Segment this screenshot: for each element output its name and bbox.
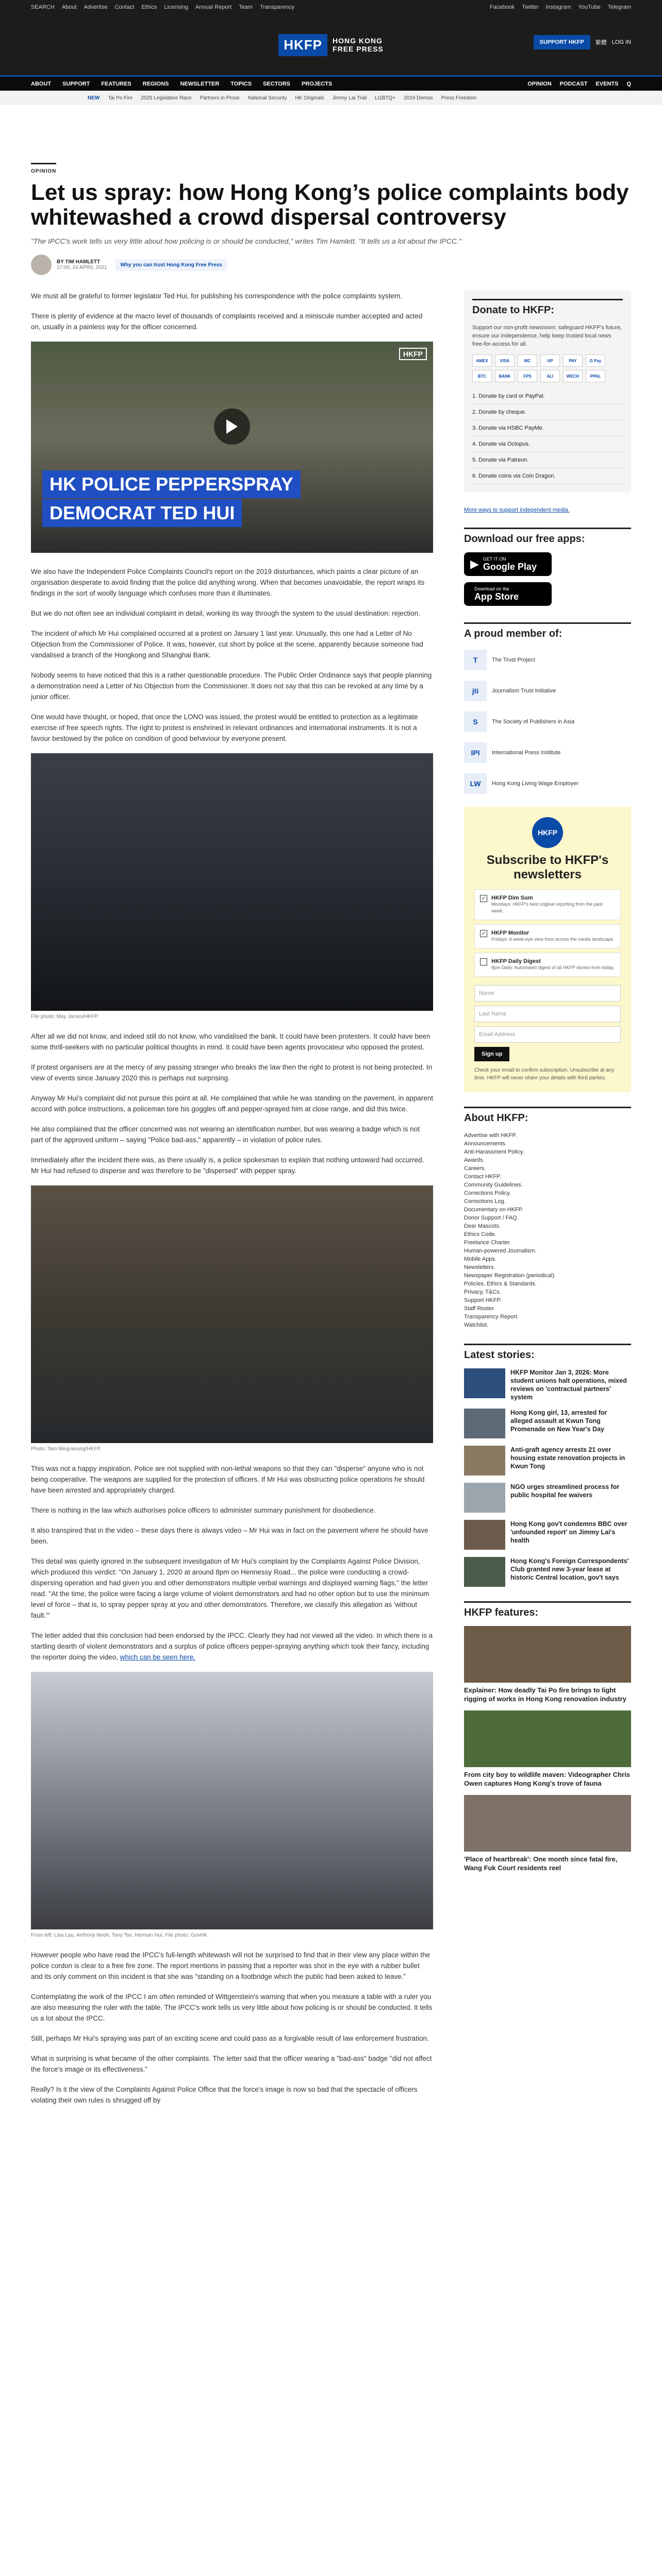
feature-story[interactable] (464, 1710, 631, 1788)
newsletter-title: Subscribe to HKFP's newsletters (486, 853, 609, 882)
about-title: About HKFP: (464, 1107, 631, 1124)
google-play-small: GET IT ON (483, 556, 506, 562)
about-link[interactable]: Dear Mascots. (464, 1223, 501, 1229)
feature-headline[interactable]: Explainer: How deadly Tai Po fire brings to light rigging of works in Hong Kong renovation industry (464, 1686, 626, 1703)
about-link[interactable]: Support HKFP. (464, 1297, 502, 1303)
latest-story[interactable] (464, 1483, 631, 1513)
photo-ipcc-officials (31, 1672, 433, 1929)
story-thumbnail (464, 1409, 505, 1438)
payment-icon: VISA (495, 354, 515, 367)
email-input[interactable]: Email Address (474, 1026, 621, 1043)
paragraph: This was not a happy inspiration. Police are not supplied with non-lethal weapons so that they can "disperse" anyone who is not being cooperative. The weapons are supplied for the protection of officers. If Mr Hui was obstructing police operations he should have been arrested and appropriately charged. (31, 1465, 425, 1494)
payment-methods (472, 354, 623, 382)
story-headline[interactable]: HKFP Monitor Jan 3, 2026: More student unions halt operations, mixed reviews on 'contractual partners' system (510, 1369, 627, 1401)
donate-box (464, 291, 631, 493)
nav-projects[interactable]: PROJECTS (302, 80, 333, 87)
about-link[interactable]: Staff Roster. (464, 1306, 495, 1312)
paragraph: However people who have read the IPCC's full-length whitewash will not be surprised to find that in their view any place within the police cordon is clear to a free fire zone. The report mentions in passing that a reporter was shot in the eye with a rubber bullet and its only comment on this incident is that she was "standing on a footbridge which the public had been asked to leave." (31, 1951, 430, 1980)
tag-item[interactable]: Tai Po Fire (108, 95, 133, 101)
about-link[interactable]: Careers. (464, 1165, 486, 1172)
paragraph: He also complained that the officer concerned was not wearing an identification number, but was wearing a badge which is not part of the approved uniform – saying "Police bad-ass," apparently – in violation of police rules. (31, 1125, 420, 1144)
donate-title: Donate to HKFP: (472, 299, 623, 316)
payment-icon: ALI (540, 370, 560, 382)
paragraph: We also have the Independent Police Complaints Council's report on the 2019 disturbances, which paints a clear picture of an organisation desperate to avoid finding that the police did anything wrong. When that becomes unavoidable, the report wraps its findings in the sort of woolly language which confuses more than it illuminates. (31, 568, 425, 597)
nav-opinion[interactable]: OPINION (527, 80, 552, 87)
trust-project-logo: T (464, 650, 487, 670)
article-date: 17:00, 24 APRIL 2021 (57, 265, 107, 270)
payment-icon: WECH (563, 370, 583, 382)
paragraph: One would have thought, or hoped, that once the LONO was issued, the protest would be entitled to protection as a legitimate exercise of free speech rights. The right to protest is enshrined in relevant ordinances and international instruments. It is not a favour bestowed by the police on condition of good behaviour by everyone present. (31, 713, 418, 742)
topbar-about[interactable]: About (61, 4, 77, 10)
about-link[interactable]: Watchlist. (464, 1322, 489, 1328)
feature-headline[interactable]: From city boy to wildlife maven: Videographer Chris Owen captures Hong Kong's trove of fauna (464, 1771, 630, 1787)
telegram-icon[interactable]: Telegram (607, 4, 631, 10)
about-link[interactable]: Human-powered Journalism. (464, 1248, 537, 1254)
photo-caption: From left: Lisa Lau, Anthony Neoh, Tony Tse, Herman Hui. File photo: GovHK. (31, 1933, 209, 1938)
paragraph: Anyway Mr Hui's complaint did not pursue this point at all. He complained that while he was standing on the pavement, in apparent accord with police instructions, a policeman tore his goggles off and pepper-sprayed him at close range, and did this twice. (31, 1094, 434, 1113)
google-play-label: Google Play (483, 561, 537, 572)
latest-title: Latest stories: (464, 1344, 631, 1361)
play-icon (226, 419, 238, 434)
feature-image (464, 1626, 631, 1683)
youtube-icon[interactable]: YouTube (578, 4, 601, 10)
name-input[interactable]: Name (474, 985, 621, 1002)
features-title: HKFP features: (464, 1601, 631, 1619)
paragraph: There is plenty of evidence at the macro level of thousands of complaints received and a miniscule number accepted and acted on, usually in a painless way for the officer concerned. (31, 312, 423, 331)
last-name-input[interactable]: Last Name (474, 1006, 621, 1022)
trending-tags (0, 91, 662, 105)
checkbox-checked-icon[interactable]: ✓ (480, 930, 487, 937)
story-headline[interactable]: Hong Kong's Foreign Correspondents' Club granted new 3-year lease at historic Central location, gov't says (510, 1557, 629, 1581)
nav-podcast[interactable]: PODCAST (559, 80, 588, 87)
paragraph: We must all be grateful to former legislator Ted Hui, for publishing his correspondence with the police complaints system. (31, 292, 402, 300)
latest-story[interactable] (464, 1368, 631, 1401)
paragraph: Contemplating the work of the IPCC I am often reminded of Wittgenstein's warning that when you measure a table with a ruler you are also measuring the ruler with the table. The IPCC's work tells us very little about how policing is or should be conducted. It tells us a lot about the IPCC. (31, 1993, 433, 2022)
payment-icon: G Pay (586, 354, 605, 367)
paragraph: This detail was quietly ignored in the subsequent investigation of Mr Hui's complaint by the Complaints Against Police Division, which produced this verdict: "On January 1, 2020 at around 8pm on Hennessy Road... the police were conducting a crowd-dispersing operation and had given you and other demonstrators multiple verbal warnings and displayed warning flags," the letter read. "At the time, the police were facing a large volume of violent demonstrators and had no other option but to use the minimum level of force – that is, to spray pepper spray at you and other demonstrators. Therefore, we classify this allegation as 'without fault.'" (31, 1557, 429, 1619)
about-link[interactable]: Ethics Code. (464, 1231, 496, 1238)
latest-story[interactable] (464, 1520, 631, 1550)
tags-new-label: NEW (88, 95, 100, 101)
login-link[interactable]: LOG IN (611, 39, 631, 45)
video-player[interactable] (31, 342, 433, 553)
member-jti[interactable] (464, 678, 631, 704)
newsletter-option[interactable] (474, 924, 621, 948)
member-label: International Press Institute (492, 750, 561, 756)
payment-icon: BTC (472, 370, 492, 382)
story-thumbnail (464, 1368, 505, 1398)
tag-item[interactable]: Press Freedom (441, 95, 477, 101)
feature-headline[interactable]: 'Place of heartbreak': One month since fatal fire, Wang Fuk Court residents reel (464, 1855, 618, 1872)
article-category[interactable]: OPINION (31, 163, 56, 174)
paragraph: Nobody seems to have noticed that this is a rather questionable procedure. The Public Order Ordinance says that people planning a demonstration need a Letter of No Objection from the Commissioner. It does not say that this can be revoked at any time by a junior officer. (31, 671, 432, 701)
topbar-search[interactable]: SEARCH (31, 4, 55, 10)
trust-button[interactable]: Why you can trust Hong Kong Free Press (115, 259, 227, 271)
paragraph: Really? Is it the view of the Complaints Against Police Office that the force's image is now so bad that the spectacle of officers violating their own rules is shrugged off by (31, 2086, 418, 2104)
newsletter-logo: HKFP (532, 817, 563, 848)
donate-option[interactable]: 2. Donate by cheque. (472, 404, 623, 420)
newsletter-desc: 8pm Daily: Automated digest of all HKFP stories from today. (491, 965, 615, 970)
payment-icon: AMEX (472, 354, 492, 367)
checkbox-icon[interactable] (480, 958, 487, 965)
paragraph: If protest organisers are at the mercy of any passing stranger who breaks the law then the right to protest is not being protected. In view of events since January 2020 this is perhaps not surprising. (31, 1063, 433, 1082)
about-link[interactable]: Newspaper Registration (periodical). (464, 1273, 556, 1279)
about-link[interactable]: Transparency Report. (464, 1314, 519, 1320)
tag-item[interactable]: 2019 Demos (403, 95, 433, 101)
tag-item[interactable]: LGBTQ+ (375, 95, 395, 101)
logo-text-line-1: HONG KONG (333, 37, 383, 45)
tag-item[interactable]: National Security (247, 95, 287, 101)
twitter-icon[interactable]: Twitter (522, 4, 539, 10)
latest-story[interactable] (464, 1557, 631, 1587)
newsletter-option[interactable] (474, 953, 621, 977)
about-link[interactable]: Newsletters. (464, 1264, 495, 1270)
payment-icon: BANK (495, 370, 515, 382)
main-nav (0, 75, 662, 91)
paragraph: There is nothing in the law which authorises police officers to administer summary punishment for disobedience. (31, 1506, 376, 1514)
paragraph: Still, perhaps Mr Hui's spraying was part of an exciting scene and could pass as a forgivable result of law enforcement frustration. (31, 2035, 429, 2042)
topbar-annual-report[interactable]: Annual Report (195, 4, 232, 10)
story-thumbnail (464, 1483, 505, 1513)
apps-title: Download our free apps: (464, 528, 631, 545)
nav-newsletter[interactable]: NEWSLETTER (180, 80, 220, 87)
payment-icon: FPS (518, 370, 537, 382)
about-link[interactable]: Donor Support / FAQ. (464, 1215, 519, 1221)
photo-riot-police (31, 1185, 433, 1443)
photo-caption: File photo: May James/HKFP. (31, 1014, 99, 1020)
topbar-ethics[interactable]: Ethics (141, 4, 157, 10)
author-avatar[interactable] (31, 255, 52, 275)
about-link[interactable]: Advertise with HKFP. (464, 1132, 517, 1139)
topbar-team[interactable]: Team (239, 4, 253, 10)
member-trust-project[interactable] (464, 647, 631, 673)
member-sopa[interactable] (464, 709, 631, 735)
site-logo[interactable] (278, 34, 383, 56)
app-store-small: Download on the (474, 586, 509, 591)
topbar-advertise[interactable]: Advertise (84, 4, 108, 10)
latest-story[interactable] (464, 1409, 631, 1438)
story-thumbnail (464, 1520, 505, 1550)
donate-option[interactable]: 3. Donate via HSBC PayMe. (472, 420, 623, 436)
feature-story[interactable] (464, 1626, 631, 1703)
story-thumbnail (464, 1446, 505, 1476)
living-wage-logo: LW (464, 773, 487, 794)
nav-events[interactable]: EVENTS (595, 80, 619, 87)
payment-icon: UP (540, 354, 560, 367)
byline (31, 255, 631, 275)
checkbox-checked-icon[interactable]: ✓ (480, 895, 487, 902)
about-link[interactable]: Freelance Charter. (464, 1240, 511, 1246)
newsletter-name: HKFP Monitor (491, 930, 529, 936)
app-store-button[interactable] (464, 582, 552, 606)
story-headline[interactable]: Hong Kong gov't condemns BBC over 'unfounded report' on Jimmy Lai's health (510, 1520, 627, 1544)
newsletter-note: Check your email to confirm subscription. Unsubscribe at any time. HKFP will never share your details with third parties. (474, 1067, 615, 1081)
about-link[interactable]: Documentary on HKFP. (464, 1207, 523, 1213)
language-switch[interactable]: 繁體 (595, 40, 607, 46)
google-play-button[interactable] (464, 552, 552, 576)
top-bar (0, 0, 662, 14)
member-title: A proud member of: (464, 622, 631, 640)
app-store-label: App Store (474, 591, 519, 602)
topbar-contact[interactable]: Contact (114, 4, 135, 10)
member-living-wage[interactable] (464, 771, 631, 796)
donate-option[interactable]: 5. Donate via Patreon. (472, 452, 623, 468)
logo-mark: HKFP (278, 34, 327, 56)
paragraph: But we do not often see an individual complaint in detail, working its way through the system to the usual destination: rejection. (31, 609, 420, 617)
paragraph: After all we did not know, and indeed still do not know, who vandalised the bank. It could have been protesters. It could have been some thrill-seekers with no particular political thoughts in mind. It could have been agents provocateur who opposed the protest. (31, 1032, 431, 1051)
tag-item[interactable]: HK Originals (295, 95, 324, 101)
donate-option[interactable]: 4. Donate via Octopus. (472, 436, 623, 452)
paragraph-text: The letter added that this conclusion had been endorsed by the IPCC. Clearly they had not viewed all the video. In which there is a startling dearth of violent demonstrators and a surplus of police officers pepper-spraying anything which took their fancy, including the reporter doing the video, (31, 1632, 433, 1661)
support-hkfp-button[interactable]: SUPPORT HKFP (534, 35, 590, 49)
donate-options (472, 388, 623, 484)
paragraph: What is surprising is what became of the other complaints. The letter said that the officer wearing a "bad-ass" badge "did not affect the force's image or its effectiveness." (31, 2055, 432, 2073)
instagram-icon[interactable]: Instagram (545, 4, 571, 10)
signup-button[interactable]: Sign up (474, 1047, 509, 1061)
sopa-logo: S (464, 711, 487, 732)
member-label: Hong Kong Living Wage Employer (492, 781, 578, 787)
nav-sectors[interactable]: SECTORS (263, 80, 291, 87)
paragraph (31, 1630, 433, 1663)
paragraph: The incident of which Mr Hui complained occurred at a protest on January 1 last year. Unusually, this one had a Letter of No Objection from the Commissioner of Police. It was, however, cut short by police at the scene, apparently because someone had vandalised a branch of the Hongkong and Shanghai Bank. (31, 630, 423, 659)
video-overlay-subtitle: DEMOCRAT TED HUI (42, 499, 242, 527)
story-headline[interactable]: Anti-graft agency arrests 21 over housing estate renovation projects in Kwun Tong (510, 1446, 625, 1470)
payment-icon: PAY (563, 354, 583, 367)
donate-option[interactable]: 6. Donate coins via Coin Dragon. (472, 468, 623, 484)
play-button[interactable] (214, 409, 250, 445)
video-link[interactable]: which can be seen here. (120, 1653, 195, 1661)
ipi-logo: IPI (464, 742, 487, 763)
about-link[interactable]: Policies, Ethics & Standards. (464, 1281, 537, 1287)
story-thumbnail (464, 1557, 505, 1587)
member-label: Journalism Trust Initiative (492, 688, 556, 694)
photo-caption: Photo: Tam Ming-keung/HKFP. (31, 1446, 102, 1452)
payment-icon: MC (518, 354, 537, 367)
about-list (464, 1131, 631, 1329)
google-play-icon: ▶ (470, 557, 479, 570)
nav-support[interactable]: SUPPORT (62, 80, 90, 87)
about-link[interactable]: Awards. (464, 1157, 485, 1163)
paragraph: Immediately after the incident there was, as there usually is, a police spokesman to explain that nothing untoward had occurred. Mr Hui had refused to disperse and was therefore to be "dispersed" with pepper spray. (31, 1156, 424, 1175)
facebook-icon[interactable]: Facebook (489, 4, 515, 10)
tag-item[interactable]: Partners in Prose (200, 95, 240, 101)
about-link[interactable]: Corrections Policy. (464, 1190, 511, 1196)
about-link[interactable]: Mobile Apps. (464, 1256, 496, 1262)
newsletter-desc: Mondays: HKFP's best original reporting from the past week. (491, 902, 603, 913)
about-link[interactable]: Community Guidelines. (464, 1182, 523, 1188)
story-headline[interactable]: NGO urges streamlined process for public hospital fee waivers (510, 1483, 620, 1499)
article-title: Let us spray: how Hong Kong’s police complaints body whitewashed a crowd dispersal controversy (31, 180, 629, 230)
member-label: The Society of Publishers in Asia (492, 719, 575, 725)
paragraph: It also transpired that in the video – these days there is always video – Mr Hui was in fact on the pavement where he should have been. (31, 1527, 428, 1545)
about-link[interactable]: Privacy, T&Cs. (464, 1289, 501, 1295)
article-body (31, 291, 433, 2115)
about-link[interactable]: Anti-Harassment Policy. (464, 1149, 524, 1155)
feature-image (464, 1710, 631, 1767)
about-link[interactable]: Announcements. (464, 1141, 507, 1147)
newsletter-name: HKFP Daily Digest (491, 958, 541, 964)
donate-option[interactable]: 1. Donate by card or PayPal. (472, 388, 623, 404)
feature-image (464, 1795, 631, 1852)
donate-intro[interactable]: Support our non-profit newsroom: safeguard HKFP's future, ensure our independence, help keep trusted local news free-for-access for all. (472, 325, 622, 347)
latest-story[interactable] (464, 1446, 631, 1476)
newsletter-option[interactable] (474, 889, 621, 920)
logo-text (333, 37, 384, 53)
nav-regions[interactable]: REGIONS (142, 80, 169, 87)
author-name[interactable]: BY TIM HAMLETT (57, 259, 101, 265)
logo-text-line-2: FREE PRESS (333, 45, 384, 53)
nav-about[interactable]: ABOUT (31, 80, 52, 87)
topbar-licensing[interactable]: Licensing (164, 4, 188, 10)
member-ipi[interactable] (464, 740, 631, 766)
tag-item[interactable]: Jimmy Lai Trial (332, 95, 367, 101)
about-link[interactable]: Corrections Log. (464, 1198, 506, 1205)
story-headline[interactable]: Hong Kong girl, 13, arrested for alleged assault at Kwun Tong Promenade on New Year's Day (510, 1409, 607, 1433)
nav-features[interactable]: FEATURES (101, 80, 131, 87)
newsletter-box (464, 807, 631, 1092)
topbar-transparency[interactable]: Transparency (260, 4, 294, 10)
sidebar (464, 291, 631, 2115)
feature-story[interactable] (464, 1795, 631, 1872)
jti-logo: jti (464, 681, 487, 701)
video-watermark: HKFP (399, 348, 427, 360)
site-header (0, 14, 662, 75)
search-icon[interactable]: Q (626, 80, 631, 87)
video-overlay-title: HK POLICE PEPPERSPRAY (42, 470, 301, 498)
tag-item[interactable]: 2025 Legislative Race (141, 95, 192, 101)
article-standfirst: "The IPCC's work tells us very little about how policing is or should be conducted," writes Tim Hamlett. "It tells us a lot about the IPCC." (31, 237, 461, 245)
member-label: The Trust Project (492, 657, 535, 663)
more-ways-link[interactable]: More ways to support independent media. (464, 507, 570, 513)
newsletter-desc: Fridays: A week-eye view from across the media landscape. (491, 937, 615, 942)
payment-icon: PPAL (586, 370, 605, 382)
about-link[interactable]: Contact HKFP. (464, 1174, 501, 1180)
photo-police-line (31, 753, 433, 1011)
nav-topics[interactable]: TOPICS (230, 80, 252, 87)
newsletter-name: HKFP Dim Sum (491, 895, 533, 901)
